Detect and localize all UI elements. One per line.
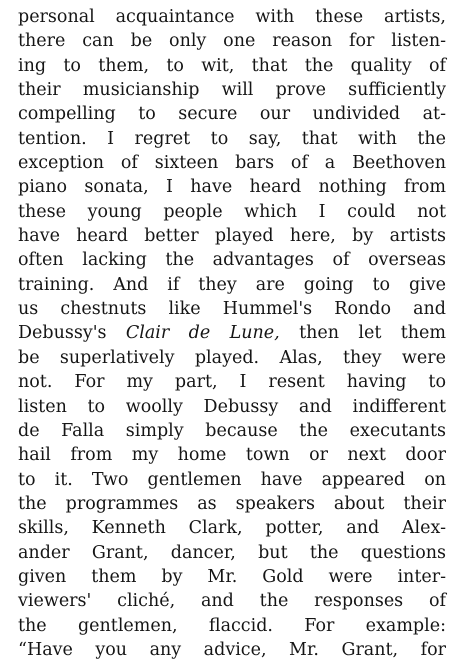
text-line: there can be only one reason for listen- — [18, 31, 446, 52]
text-line: be superlatively played. Alas, they were — [18, 347, 446, 368]
text-line: hail from my home town or next door — [18, 445, 446, 466]
text-line: personal acquaintance with these artists, — [18, 7, 446, 27]
text-line: their musicianship will prove sufficiently — [18, 80, 446, 101]
text-line: have heard better played here, by artists — [18, 226, 446, 247]
text-line: us chestnuts like Hummel's Rondo and — [18, 299, 446, 320]
text-line: de Falla simply because the executants — [18, 420, 446, 441]
text-line: not. For my part, I resent having to — [18, 372, 446, 393]
text-line: to it. Two gentlemen have appeared on — [18, 469, 446, 490]
text-line: training. And if they are going to give — [18, 274, 446, 295]
text-line: exception of sixteen bars of a Beethoven — [18, 153, 446, 174]
text-line: piano sonata, I have heard nothing from — [18, 177, 446, 198]
text-line: ander Grant, dancer, but the questions — [18, 542, 446, 563]
text-line: “Have you any advice, Mr. Grant, for — [18, 639, 446, 660]
text-line: tention. I regret to say, that with the — [18, 128, 446, 149]
text-fragment: Debussy's — [18, 323, 126, 344]
text-line: compelling to secure our undivided at- — [18, 104, 446, 125]
text-line: these young people which I could not — [18, 201, 446, 222]
italic-title: Clair de Lune, — [125, 323, 280, 344]
body-text — [18, 5, 446, 662]
text-fragment: then let them — [279, 323, 447, 344]
text-line: the programmes as speakers about their — [18, 493, 446, 514]
text-line: viewers' cliché, and the responses of — [18, 591, 446, 612]
text-line: given them by Mr. Gold were inter- — [18, 566, 446, 587]
text-line: the gentlemen, flaccid. For example: — [18, 615, 446, 636]
text-line: often lacking the advantages of overseas — [18, 250, 446, 271]
text-line: ing to them, to wit, that the quality of — [18, 55, 446, 76]
text-line: skills, Kenneth Clark, potter, and Alex- — [18, 518, 446, 539]
text-line-with-title — [18, 321, 446, 345]
text-line: listen to woolly Debussy and indifferent — [18, 396, 446, 417]
